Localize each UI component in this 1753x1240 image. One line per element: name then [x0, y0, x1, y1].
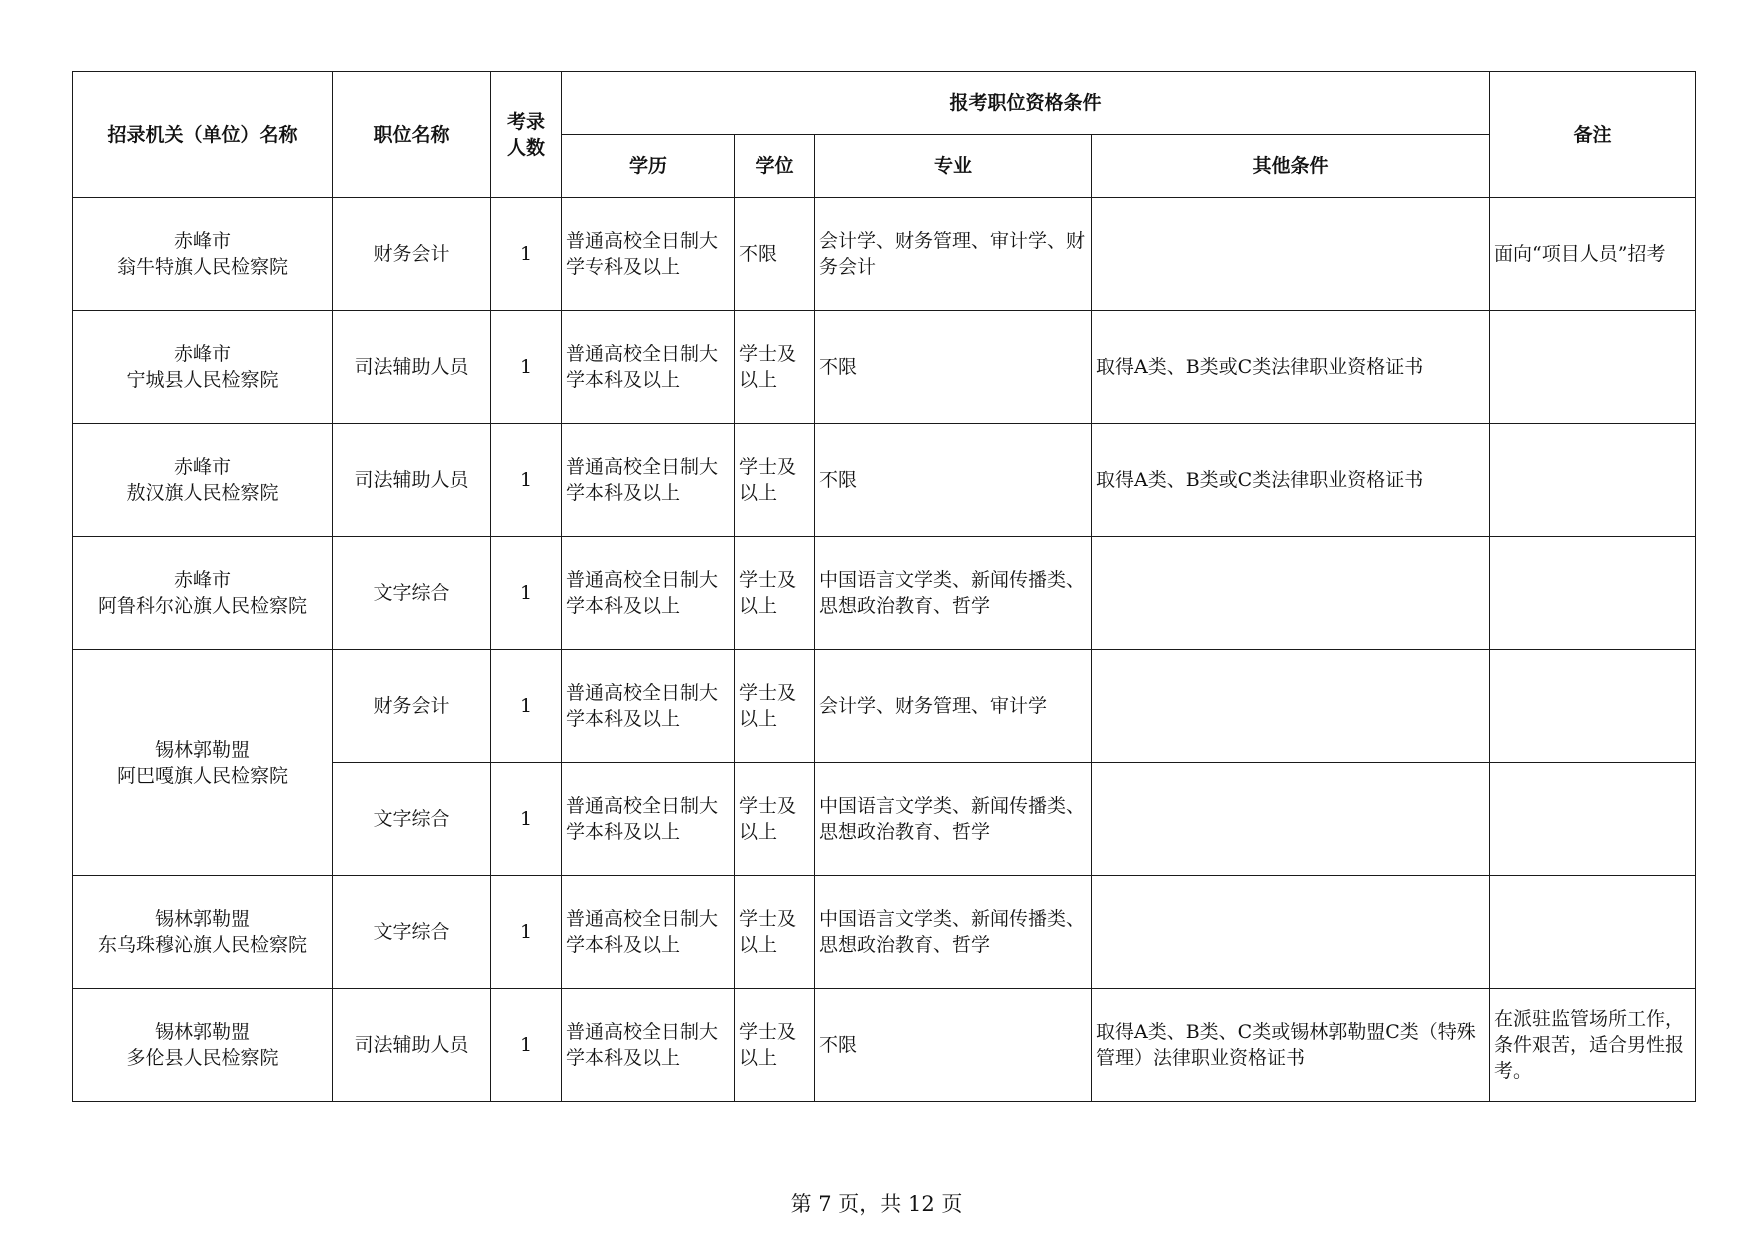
header-position: 职位名称: [333, 72, 491, 198]
degree-cell: 不限: [735, 198, 815, 311]
position-cell: 司法辅助人员: [333, 311, 491, 424]
table-row: [73, 311, 1696, 424]
position-cell: 文字综合: [333, 763, 491, 876]
other-cell: [1092, 763, 1490, 876]
major-cell: 中国语言文学类、新闻传播类、思想政治教育、哲学: [815, 763, 1092, 876]
education-cell: 普通高校全日制大学本科及以上: [562, 537, 735, 650]
degree-cell: 学士及以上: [735, 424, 815, 537]
other-cell: [1092, 650, 1490, 763]
education-cell: 普通高校全日制大学本科及以上: [562, 989, 735, 1102]
remarks-cell: [1490, 876, 1696, 989]
header-count: 考录 人数: [491, 72, 562, 198]
major-cell: 不限: [815, 989, 1092, 1102]
degree-cell: 学士及以上: [735, 537, 815, 650]
other-cell: [1092, 537, 1490, 650]
major-cell: 会计学、财务管理、审计学、财务会计: [815, 198, 1092, 311]
degree-cell: 学士及以上: [735, 989, 815, 1102]
header-agency: 招录机关（单位）名称: [73, 72, 333, 198]
position-cell: 司法辅助人员: [333, 989, 491, 1102]
remarks-cell: [1490, 650, 1696, 763]
remarks-cell: [1490, 537, 1696, 650]
table-row: [73, 989, 1696, 1102]
count-cell: 1: [491, 424, 562, 537]
other-cell: 取得A类、B类或C类法律职业资格证书: [1092, 424, 1490, 537]
position-cell: 文字综合: [333, 876, 491, 989]
other-cell: 取得A类、B类、C类或锡林郭勒盟C类（特殊管理）法律职业资格证书: [1092, 989, 1490, 1102]
header-major: 专业: [815, 135, 1092, 198]
degree-cell: 学士及以上: [735, 311, 815, 424]
remarks-cell: 在派驻监管场所工作，条件艰苦，适合男性报考。: [1490, 989, 1696, 1102]
agency-cell: 锡林郭勒盟 阿巴嘎旗人民检察院: [73, 650, 333, 876]
education-cell: 普通高校全日制大学本科及以上: [562, 650, 735, 763]
remarks-cell: [1490, 311, 1696, 424]
table-row: [73, 537, 1696, 650]
position-cell: 财务会计: [333, 650, 491, 763]
count-cell: 1: [491, 537, 562, 650]
agency-cell: 锡林郭勒盟 东乌珠穆沁旗人民检察院: [73, 876, 333, 989]
position-cell: 文字综合: [333, 537, 491, 650]
page-footer: 第 7 页，共 12 页: [790, 1192, 963, 1216]
major-cell: 不限: [815, 424, 1092, 537]
count-cell: 1: [491, 876, 562, 989]
major-cell: 中国语言文学类、新闻传播类、思想政治教育、哲学: [815, 876, 1092, 989]
agency-cell: 赤峰市 宁城县人民检察院: [73, 311, 333, 424]
header-education: 学历: [562, 135, 735, 198]
education-cell: 普通高校全日制大学本科及以上: [562, 424, 735, 537]
agency-cell: 赤峰市 阿鲁科尔沁旗人民检察院: [73, 537, 333, 650]
remarks-cell: 面向“项目人员”招考: [1490, 198, 1696, 311]
agency-cell: 锡林郭勒盟 多伦县人民检察院: [73, 989, 333, 1102]
education-cell: 普通高校全日制大学本科及以上: [562, 763, 735, 876]
position-cell: 财务会计: [333, 198, 491, 311]
header-other: 其他条件: [1092, 135, 1490, 198]
remarks-cell: [1490, 424, 1696, 537]
degree-cell: 学士及以上: [735, 763, 815, 876]
degree-cell: 学士及以上: [735, 650, 815, 763]
position-cell: 司法辅助人员: [333, 424, 491, 537]
education-cell: 普通高校全日制大学专科及以上: [562, 198, 735, 311]
agency-cell: 赤峰市 敖汉旗人民检察院: [73, 424, 333, 537]
header-remarks: 备注: [1490, 72, 1696, 198]
education-cell: 普通高校全日制大学本科及以上: [562, 311, 735, 424]
table-row: [73, 198, 1696, 311]
header-degree: 学位: [735, 135, 815, 198]
table-row: [73, 650, 1696, 763]
count-cell: 1: [491, 311, 562, 424]
degree-cell: 学士及以上: [735, 876, 815, 989]
table-row: [73, 424, 1696, 537]
agency-cell: 赤峰市 翁牛特旗人民检察院: [73, 198, 333, 311]
major-cell: 不限: [815, 311, 1092, 424]
major-cell: 会计学、财务管理、审计学: [815, 650, 1092, 763]
count-cell: 1: [491, 198, 562, 311]
count-cell: 1: [491, 989, 562, 1102]
header-qualifications: 报考职位资格条件: [562, 72, 1490, 135]
other-cell: [1092, 876, 1490, 989]
remarks-cell: [1490, 763, 1696, 876]
count-cell: 1: [491, 650, 562, 763]
major-cell: 中国语言文学类、新闻传播类、思想政治教育、哲学: [815, 537, 1092, 650]
education-cell: 普通高校全日制大学本科及以上: [562, 876, 735, 989]
table-row: [73, 876, 1696, 989]
header-row-1: [73, 72, 1696, 135]
other-cell: 取得A类、B类或C类法律职业资格证书: [1092, 311, 1490, 424]
other-cell: [1092, 198, 1490, 311]
count-cell: 1: [491, 763, 562, 876]
recruitment-table: [72, 71, 1696, 1102]
